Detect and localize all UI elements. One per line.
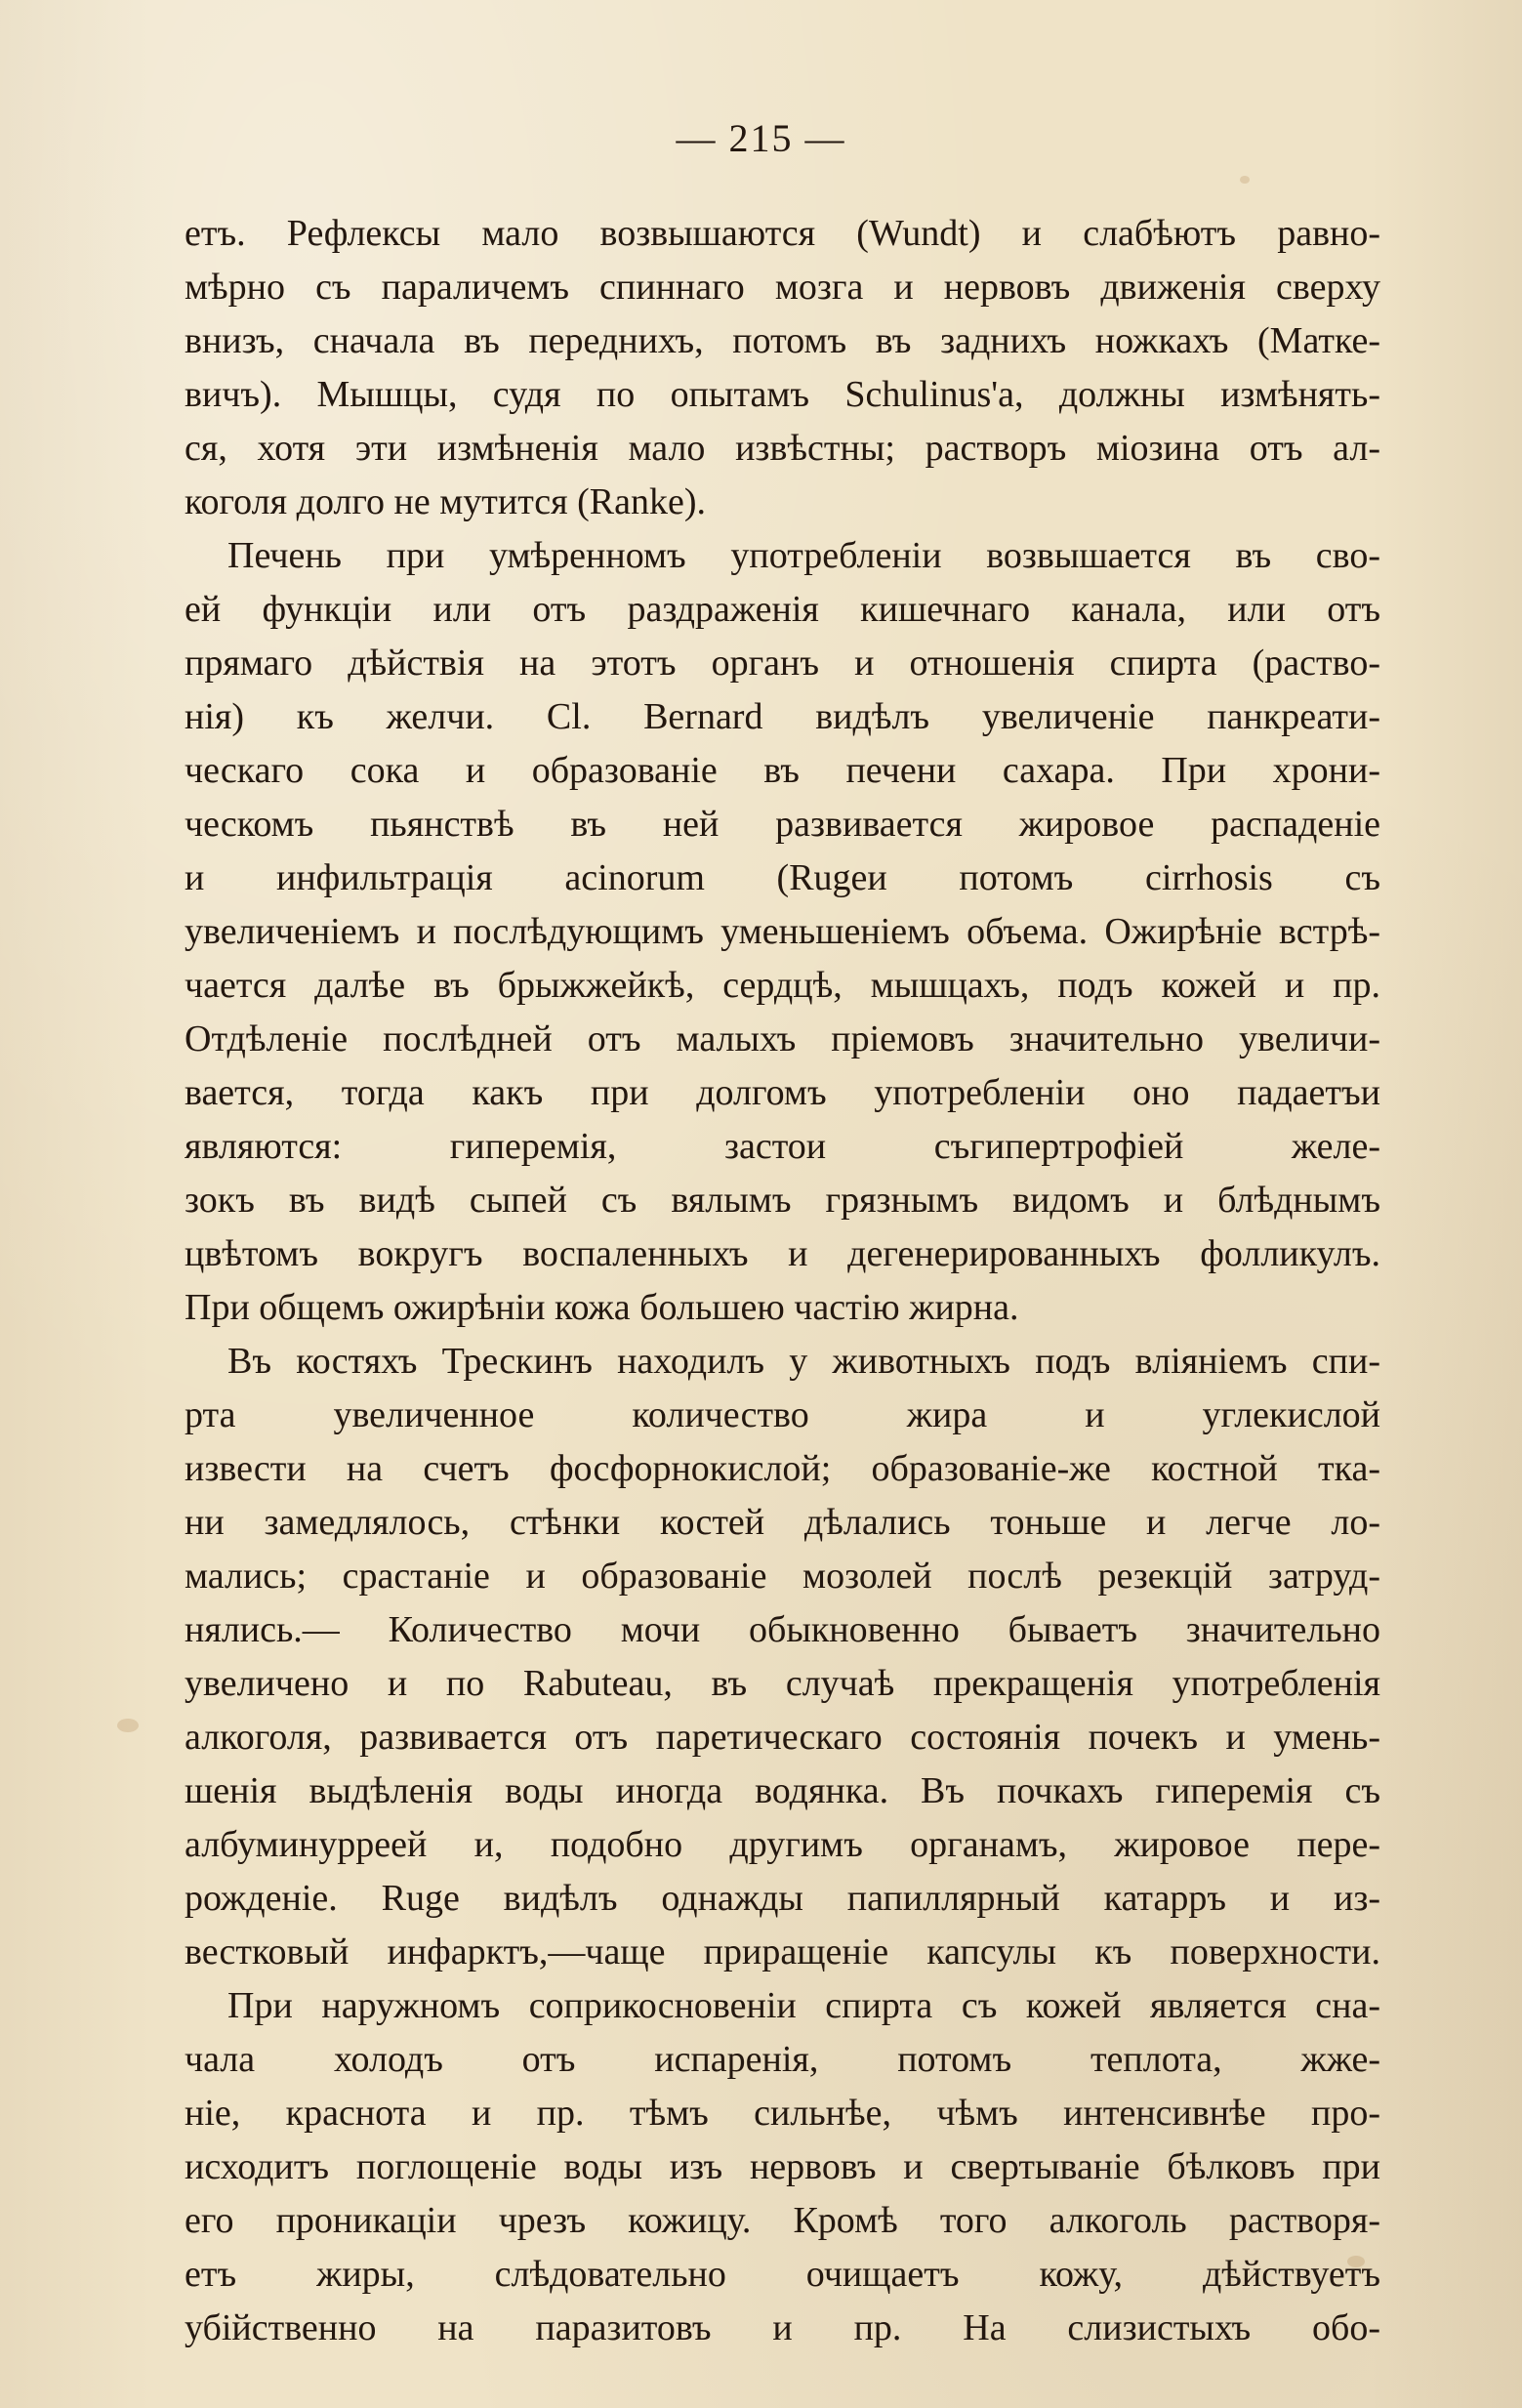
text-line: являются: гиперемія, застои съгипертрофіей желе- bbox=[185, 1126, 1380, 1167]
text-line: чала холодъ отъ испаренія, потомъ теплота, жже- bbox=[185, 2039, 1380, 2080]
text-line: шенія выдѣленія воды иногда водянка. Въ почкахъ гиперемія съ bbox=[185, 1770, 1380, 1811]
text-line: и инфильтрація acinorum (Rugeи потомъ cirrhosis съ bbox=[185, 857, 1380, 898]
text-line: убійственно на паразитовъ и пр. На слизистыхъ обо- bbox=[185, 2307, 1380, 2348]
text-line: вичъ). Мышцы, судя по опытамъ Schulinus'а, должны измѣнять- bbox=[185, 374, 1380, 415]
text-line: нія) къ желчи. Cl. Bernard видѣлъ увеличеніе панкреати- bbox=[185, 696, 1380, 737]
text-line: ни замедлялось, стѣнки костей дѣлались тоньше и легче ло- bbox=[185, 1502, 1380, 1543]
text-line: Печень при умѣренномъ употребленіи возвышается въ сво- bbox=[227, 535, 1380, 576]
text-line: зокъ въ видѣ сыпей съ вялымъ грязнымъ видомъ и блѣднымъ bbox=[185, 1180, 1380, 1221]
text-line: чается далѣе въ брыжжейкѣ, сердцѣ, мышцахъ, подъ кожей и пр. bbox=[185, 965, 1380, 1006]
text-line: внизъ, сначала въ переднихъ, потомъ въ заднихъ ножкахъ (Матке- bbox=[185, 320, 1380, 361]
text-line: прямаго дѣйствія на этотъ органъ и отношенія спирта (раство- bbox=[185, 643, 1380, 684]
text-line: ческаго сока и образованіе въ печени сахара. При хрони- bbox=[185, 750, 1380, 791]
text-line: ческомъ пьянствѣ въ ней развивается жировое распаденіе bbox=[185, 804, 1380, 845]
text-line: Въ костяхъ Трескинъ находилъ у животныхъ подъ вліяніемъ спи- bbox=[227, 1341, 1380, 1382]
text-line: При общемъ ожирѣніи кожа большею частію жирна. bbox=[185, 1287, 1019, 1328]
text-line: увеличеніемъ и послѣдующимъ уменьшеніемъ объема. Ожирѣніе встрѣ- bbox=[185, 911, 1380, 952]
text-line: алкоголя, развивается отъ паретическаго состоянія почекъ и умень- bbox=[185, 1717, 1380, 1758]
text-line: албуминурреей и, подобно другимъ органамъ, жировое пере- bbox=[185, 1824, 1380, 1865]
text-line: мѣрно съ параличемъ спиннаго мозга и нервовъ движенія сверху bbox=[185, 267, 1380, 308]
text-line: исходитъ поглощеніе воды изъ нервовъ и свертываніе бѣлковъ при bbox=[185, 2146, 1380, 2187]
text-line: вестковый инфарктъ,—чаще приращеніе капсулы къ поверхности. bbox=[185, 1931, 1380, 1972]
text-line: рта увеличенное количество жира и углекислой bbox=[185, 1394, 1380, 1435]
text-line: рожденіе. Ruge видѣлъ однажды папиллярный катарръ и из- bbox=[185, 1878, 1380, 1919]
text-line: цвѣтомъ вокругъ воспаленныхъ и дегенерированныхъ фолликулъ. bbox=[185, 1233, 1380, 1274]
text-line: нялись.— Количество мочи обыкновенно бываетъ значительно bbox=[185, 1609, 1380, 1650]
text-line: ей функціи или отъ раздраженія кишечнаго канала, или отъ bbox=[185, 589, 1380, 630]
text-line: его проникаціи чрезъ кожицу. Кромѣ того алкоголь растворя- bbox=[185, 2200, 1380, 2241]
text-line: вается, тогда какъ при долгомъ употребленіи оно падаетъи bbox=[185, 1072, 1380, 1113]
text-line: етъ. Рефлексы мало возвышаются (Wundt) и слабѣютъ равно- bbox=[185, 213, 1380, 254]
paper-stain bbox=[117, 1719, 139, 1732]
text-line: При наружномъ соприкосновеніи спирта съ кожей является сна- bbox=[227, 1985, 1380, 2026]
text-line: увеличено и по Rabuteau, въ случаѣ прекращенія употребленія bbox=[185, 1663, 1380, 1704]
paper-stain bbox=[1240, 176, 1250, 184]
text-line: коголя долго не мутится (Ranke). bbox=[185, 481, 707, 522]
text-line: мались; срастаніе и образованіе мозолей послѣ резекцій затруд- bbox=[185, 1556, 1380, 1597]
text-line: ніе, краснота и пр. тѣмъ сильнѣе, чѣмъ интенсивнѣе про- bbox=[185, 2093, 1380, 2134]
text-line: ся, хотя эти измѣненія мало извѣстны; растворъ міозина отъ ал- bbox=[185, 428, 1380, 469]
page-number: — 215 — bbox=[676, 116, 846, 160]
text-line: етъ жиры, слѣдовательно очищаетъ кожу, дѣйствуетъ bbox=[185, 2254, 1380, 2295]
text-line: Отдѣленіе послѣдней отъ малыхъ пріемовъ значительно увеличи- bbox=[185, 1018, 1380, 1059]
text-line: извести на счетъ фосфорнокислой; образованіе-же костной тка- bbox=[185, 1448, 1380, 1489]
